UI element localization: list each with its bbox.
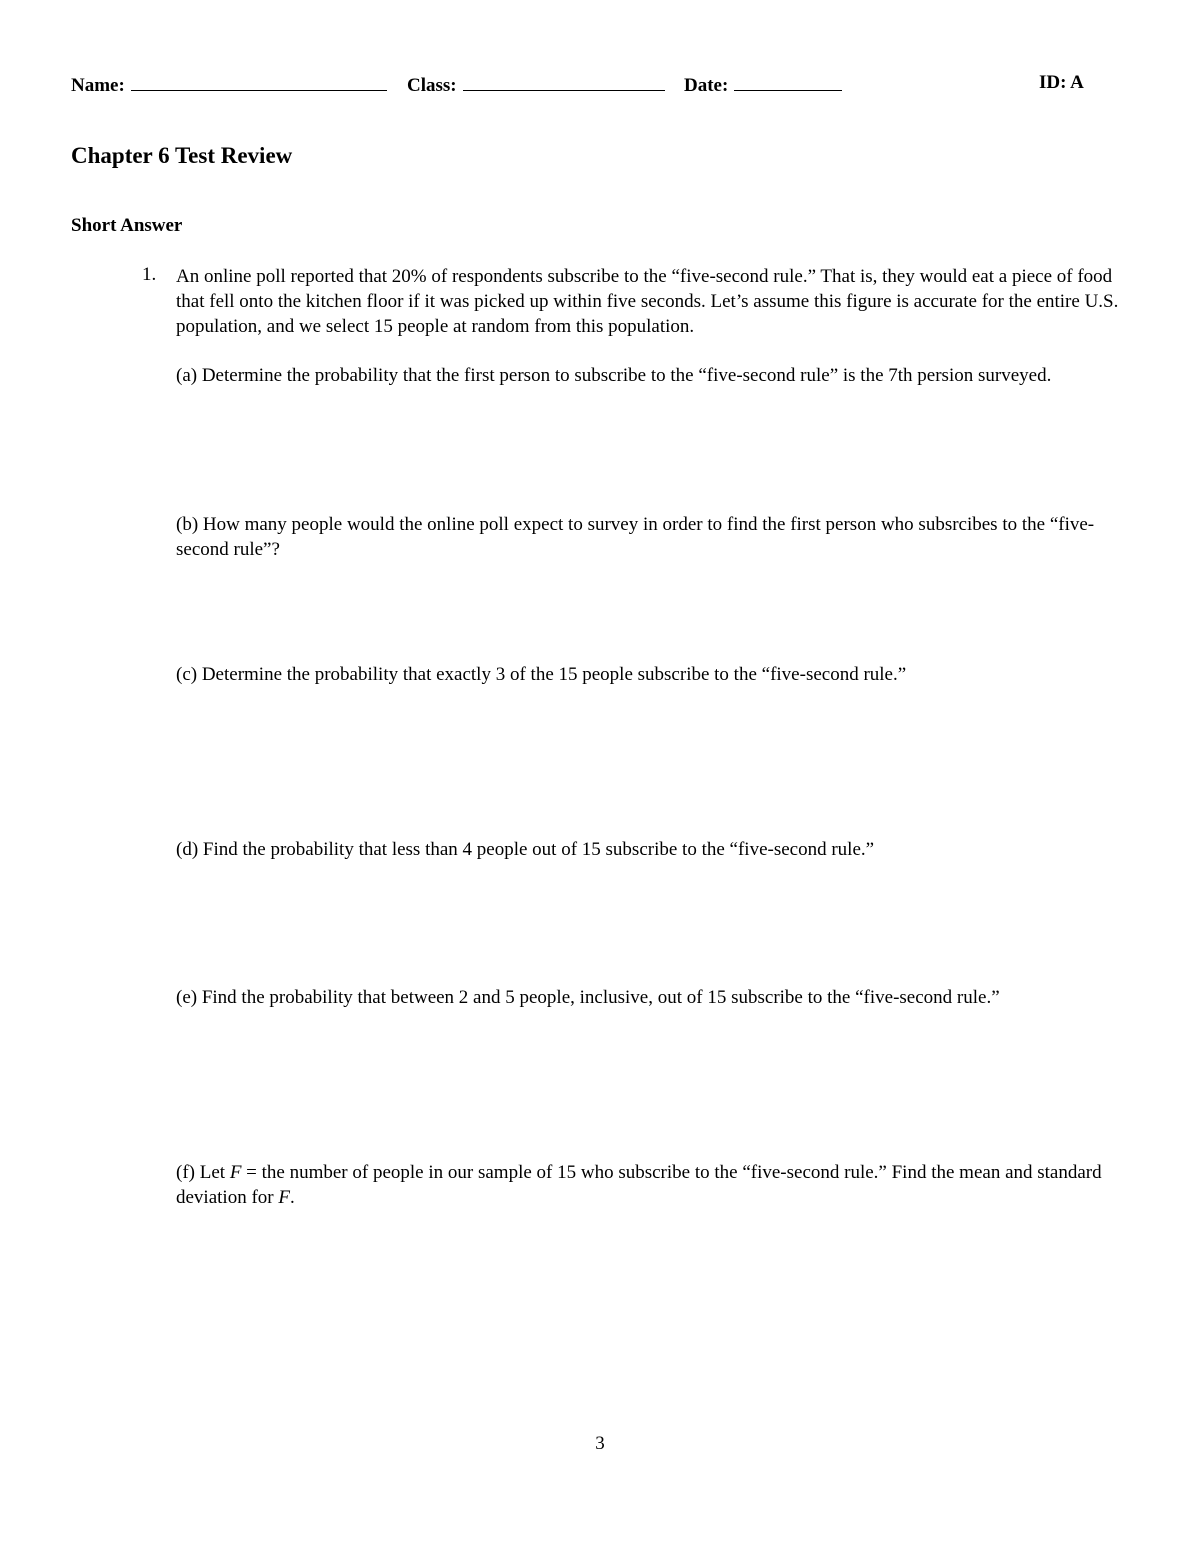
variable-f: F xyxy=(229,1162,242,1183)
class-blank xyxy=(463,72,665,91)
class-field xyxy=(407,72,665,97)
date-label: Date: xyxy=(684,75,729,96)
variable-f-2: F xyxy=(278,1187,290,1208)
question-part-f xyxy=(176,1160,1131,1210)
date-blank xyxy=(734,72,842,91)
question-part-c: (c) Determine the probability that exactly 3 of the 15 people subscribe to the “five-second rule.” xyxy=(176,664,907,685)
class-label: Class: xyxy=(407,75,457,96)
name-field xyxy=(71,72,387,97)
part-f-prefix: (f) Let xyxy=(176,1162,230,1183)
name-blank xyxy=(131,72,387,91)
question-stem: An online poll reported that 20% of respondents subscribe to the “five-second rule.” That is, they would eat a piece of food that fell onto the kitchen floor if it was picked up within five seconds. Let’s assume this figure is accurate for the entire U.S. population, and we select 15 people at random from this population. xyxy=(176,266,1119,337)
question-part-b: (b) How many people would the online poll expect to survey in order to find the first person who subsrcibes to the “five-second rule”? xyxy=(176,514,1095,560)
date-field xyxy=(684,72,842,97)
question-part-d: (d) Find the probability that less than 4 people out of 15 subscribe to the “five-second rule.” xyxy=(176,839,875,860)
header-line xyxy=(71,72,1131,100)
section-heading: Short Answer xyxy=(71,215,183,236)
question-part-e: (e) Find the probability that between 2 and 5 people, inclusive, out of 15 subscribe to the “five-second rule.” xyxy=(176,987,1000,1008)
name-label: Name: xyxy=(71,75,125,96)
page-number: 3 xyxy=(595,1433,605,1454)
question-part-a: (a) Determine the probability that the first person to subscribe to the “five-second rule” is the 7th persion surveyed. xyxy=(176,365,1052,386)
question-number: 1. xyxy=(142,264,157,285)
part-f-middle: = the number of people in our sample of 15 who subscribe to the “five-second rule.” Find the mean and standard deviation for xyxy=(176,1162,1102,1208)
id-label: ID: A xyxy=(1039,72,1084,93)
part-f-suffix: . xyxy=(289,1187,295,1208)
page-title: Chapter 6 Test Review xyxy=(71,143,293,168)
